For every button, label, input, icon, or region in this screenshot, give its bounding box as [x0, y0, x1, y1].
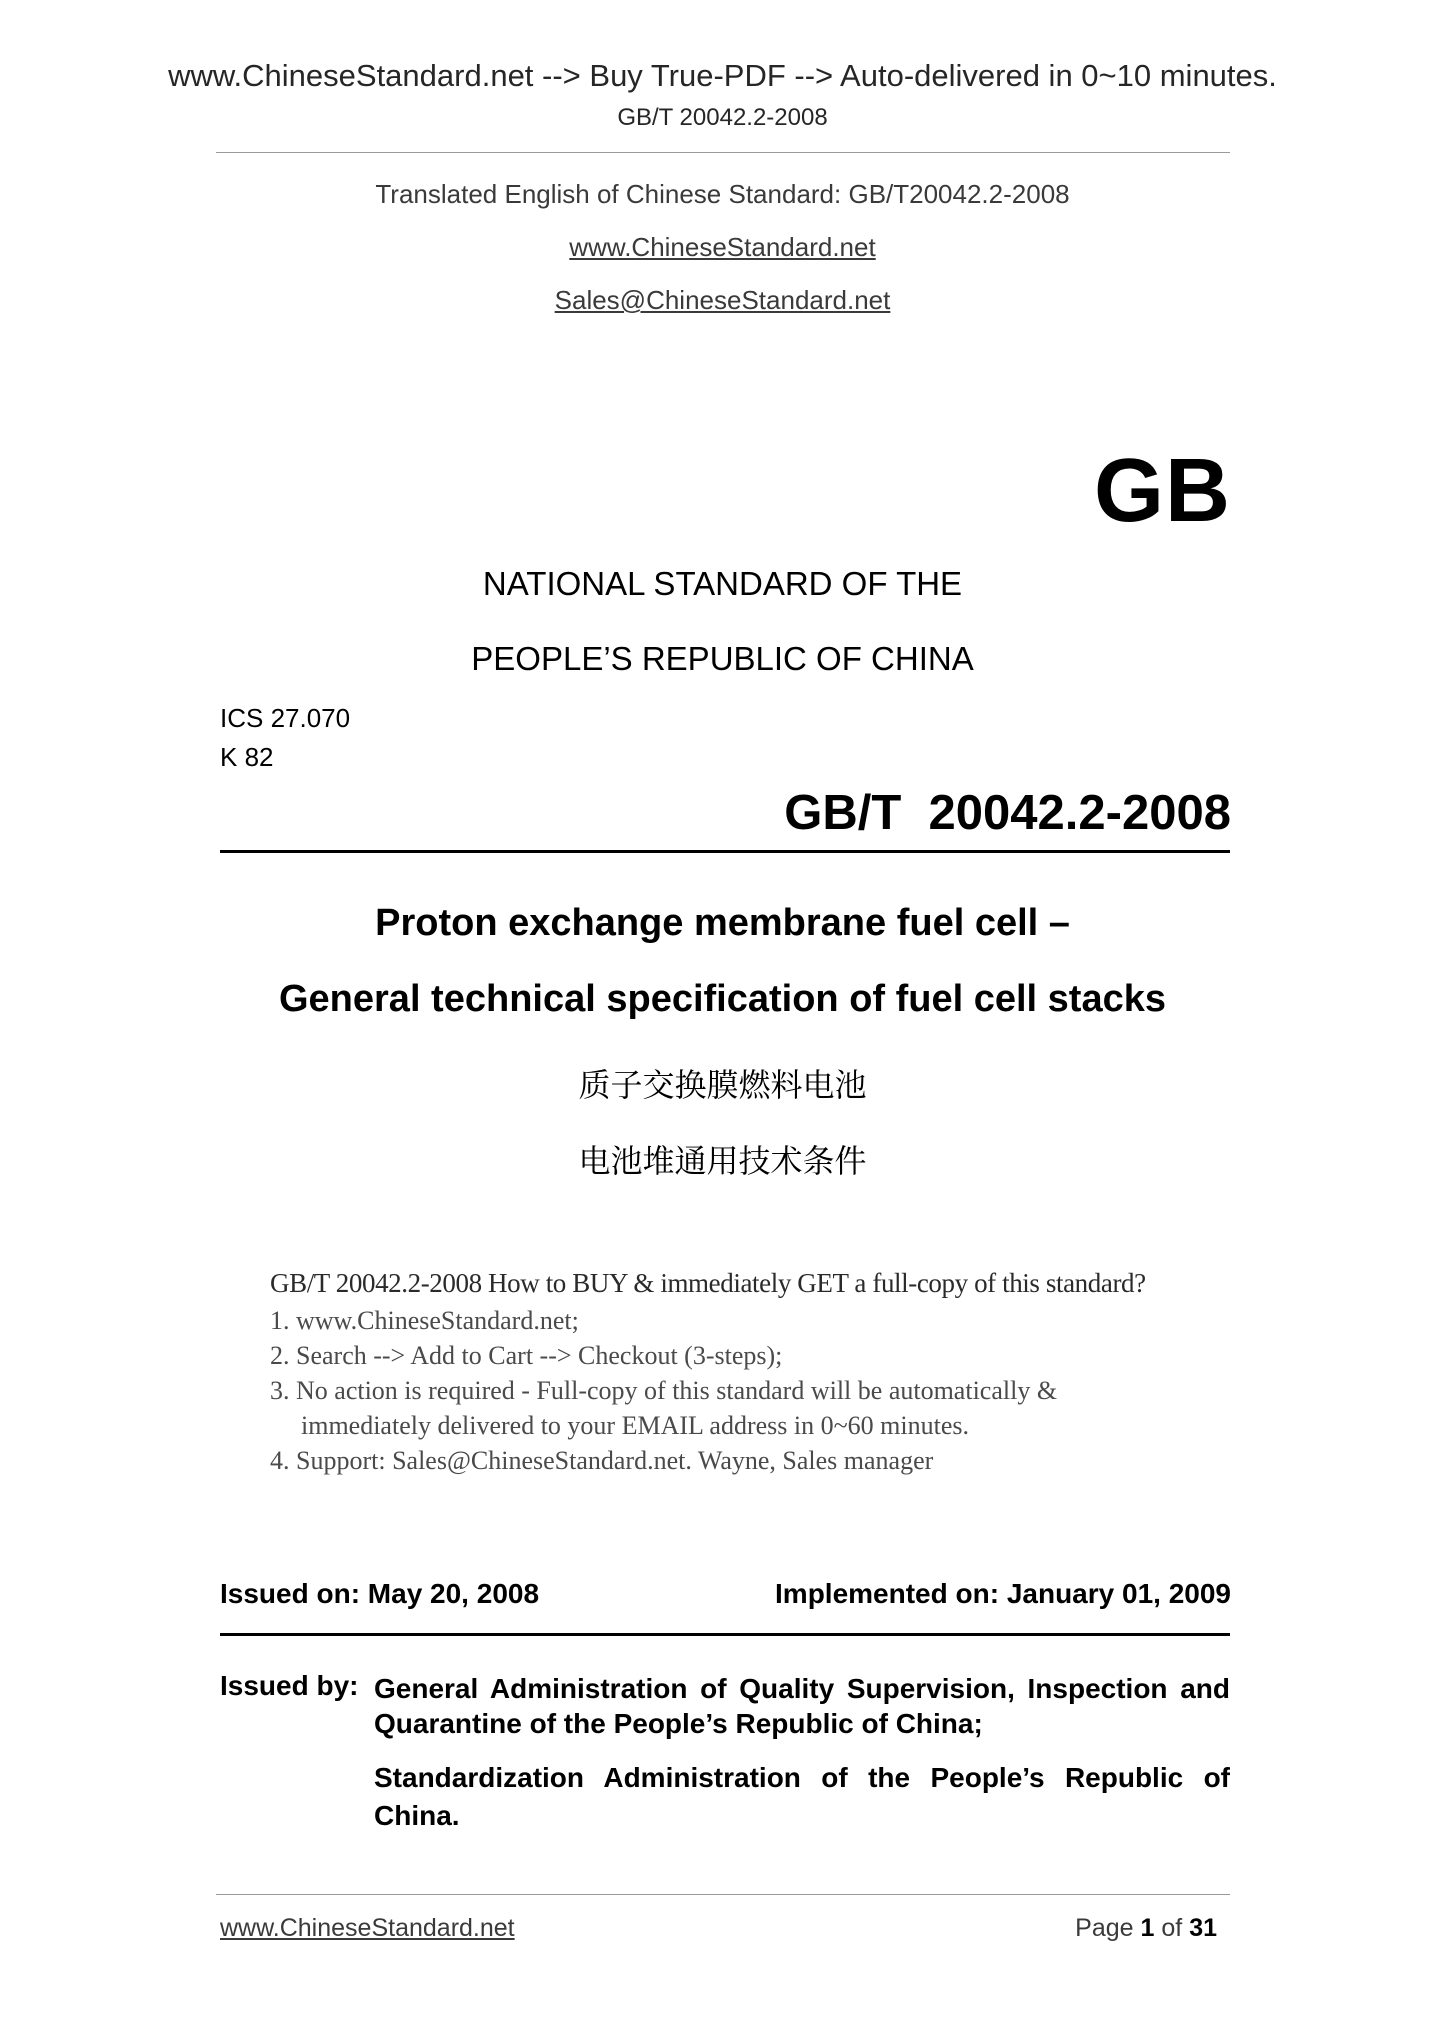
- page-current: 1: [1140, 1914, 1155, 1942]
- issued-by-label: Issued by:: [220, 1670, 359, 1701]
- dates-divider: [220, 1633, 1230, 1636]
- title-divider: [220, 850, 1230, 853]
- website-link-wrap: [0, 232, 1445, 263]
- ics-code: ICS 27.070: [220, 703, 351, 733]
- buy-step-2: 2. Search --> Add to Cart --> Checkout (3-steps);: [270, 1341, 783, 1370]
- buy-step-3: 3. No action is required - Full-copy of this standard will be automatically &: [270, 1376, 1058, 1405]
- translated-notice: Translated English of Chinese Standard: GB/T20042.2-2008: [375, 179, 1070, 209]
- national-standard-line1: NATIONAL STANDARD OF THE: [482, 565, 963, 602]
- standard-number: GB/T 20042.2-2008: [784, 786, 1231, 840]
- issuer-org2-line2: China.: [374, 1800, 460, 1831]
- page-indicator: [1075, 1914, 1217, 1943]
- buy-step-3-continued: immediately delivered to your EMAIL address in 0~60 minutes.: [301, 1411, 970, 1440]
- footer-divider: [216, 1894, 1230, 1895]
- buy-step-1: 1. www.ChineseStandard.net;: [270, 1306, 579, 1335]
- email-link[interactable]: Sales@ChineseStandard.net: [554, 285, 891, 315]
- header-standard-number: GB/T 20042.2-2008: [617, 104, 828, 131]
- footer-link-wrap: [220, 1914, 515, 1943]
- page-prefix: Page: [1075, 1914, 1134, 1942]
- national-standard-line2: PEOPLE’S REPUBLIC OF CHINA: [471, 640, 974, 677]
- footer-website-link[interactable]: www.ChineseStandard.net: [220, 1914, 515, 1942]
- header-promo-line: www.ChineseStandard.net --> Buy True-PDF --> Auto-delivered in 0~10 minutes.: [168, 58, 1277, 93]
- buy-step-4: 4. Support: Sales@ChineseStandard.net. Wayne, Sales manager: [270, 1446, 934, 1475]
- issued-date: Issued on: May 20, 2008: [220, 1578, 540, 1609]
- gb-logo-mark: GB: [1094, 441, 1231, 541]
- k-code: K 82: [220, 742, 274, 772]
- issuer-org1-line2: Quarantine of the People’s Republic of China;: [374, 1708, 983, 1739]
- title-en-line2: General technical specification of fuel cell stacks: [278, 978, 1166, 1020]
- issuer-org2-line1: Standardization Administration of the People’s Republic of: [374, 1762, 1230, 1793]
- email-link-wrap: [0, 285, 1445, 316]
- implemented-date: Implemented on: January 01, 2009: [775, 1578, 1231, 1609]
- page-total: 31: [1189, 1914, 1217, 1942]
- title-cn-line1: 质子交换膜燃料电池: [578, 1066, 867, 1104]
- header-divider: [216, 152, 1230, 153]
- buy-heading: GB/T 20042.2-2008 How to BUY & immediately GET a full-copy of this standard?: [270, 1268, 1146, 1298]
- website-link[interactable]: www.ChineseStandard.net: [569, 232, 876, 262]
- title-en-line1: Proton exchange membrane fuel cell –: [375, 902, 1070, 944]
- page-of: of: [1161, 1914, 1183, 1942]
- title-cn-line2: 电池堆通用技术条件: [578, 1142, 867, 1180]
- issuer-org1-line1: General Administration of Quality Supervision, Inspection and: [374, 1673, 1230, 1704]
- buy-instructions: [270, 1268, 1230, 1478]
